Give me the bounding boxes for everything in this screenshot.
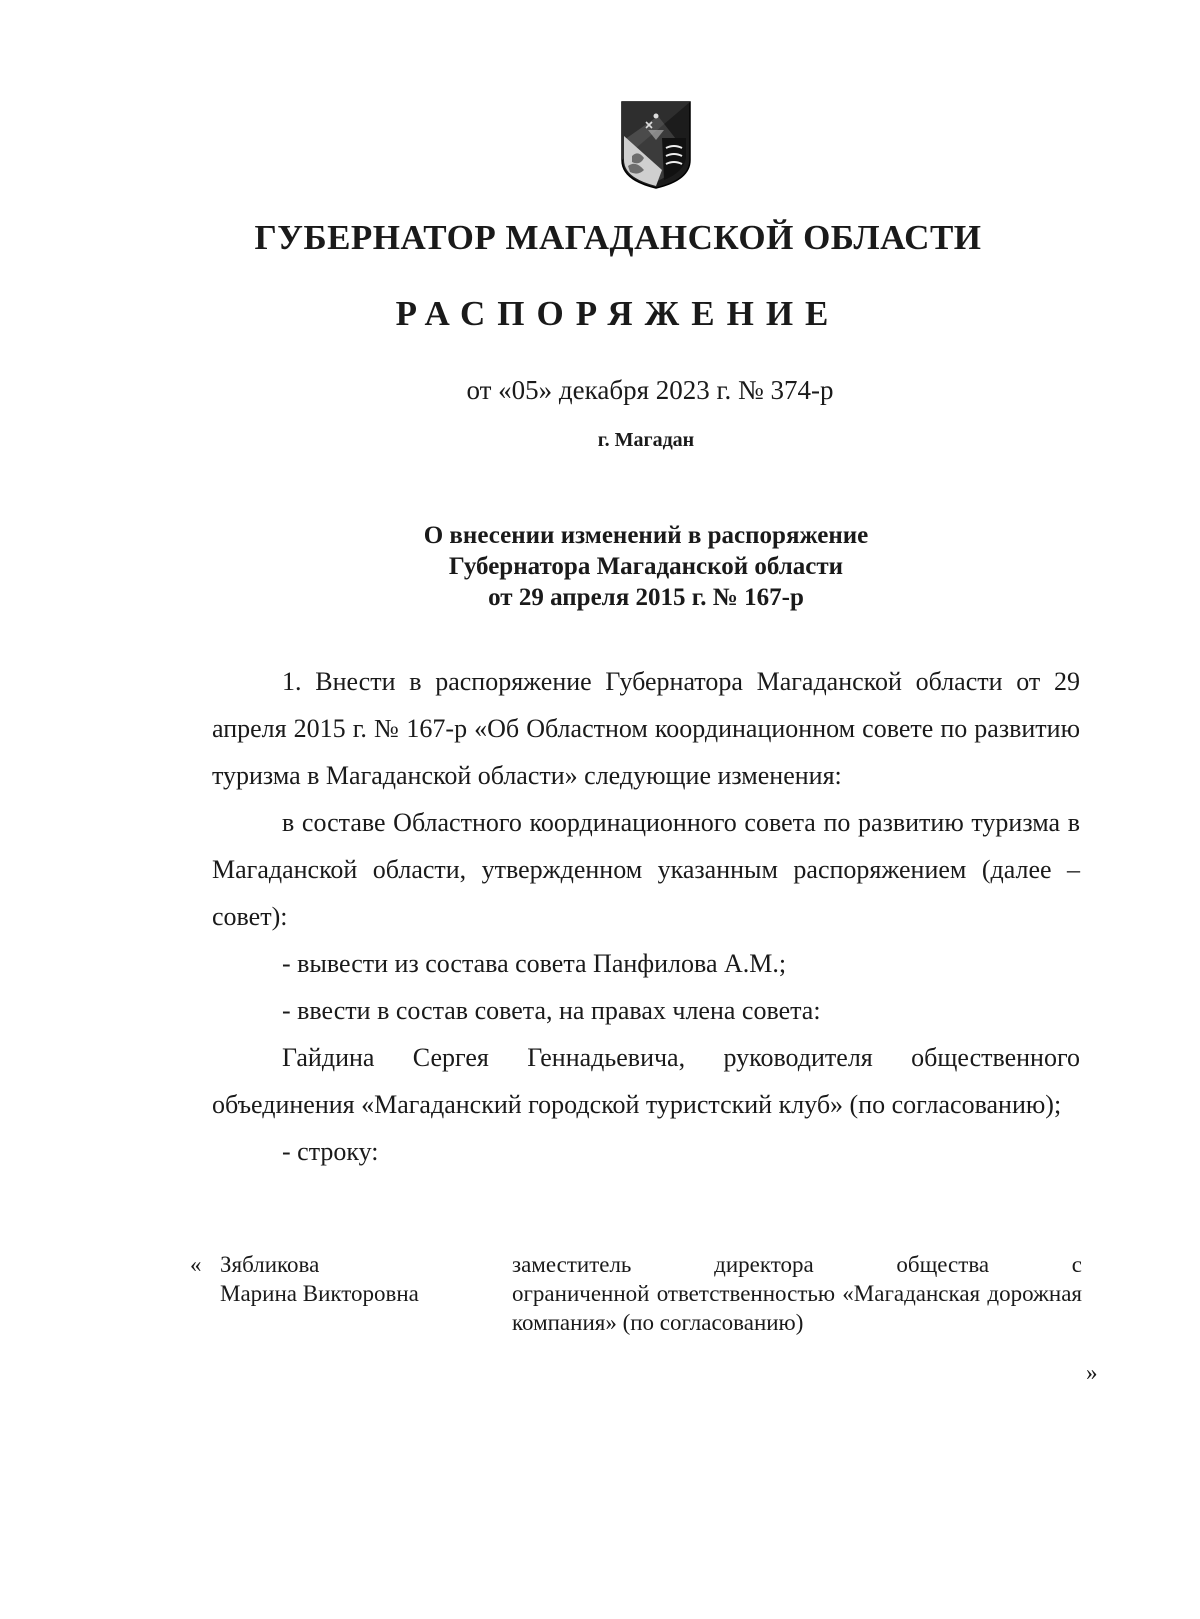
document-city: г. Магадан [597, 429, 695, 451]
paragraph-amendment-intro: 1. Внести в распоряжение Губернатора Магаданской области от 29 апреля 2015 г. № 167-р «Об Областном координационном совете по развитию туризма в Магаданской области» следующие изменения: [212, 667, 1080, 790]
coat-of-arms-icon [618, 100, 694, 190]
document-type: РАСПОРЯЖЕНИЕ [395, 294, 841, 333]
member-role-rest: ограниченной ответственностью «Магаданская дорожная компания» (по согласованию) [512, 1281, 1082, 1335]
member-given-names: Марина Викторовна [220, 1281, 419, 1306]
member-role-first-line: заместитель директора общества с [512, 1252, 1082, 1277]
subject-line-2: Губернатора Магаданской области [448, 553, 844, 580]
paragraph-line-label: - строку: [282, 1137, 379, 1166]
document-dateline: от «05» декабря 2023 г. № 374-р [466, 375, 834, 405]
paragraph-add-member: - ввести в состав совета, на правах члена совета: [282, 996, 821, 1025]
paragraph-council-composition: в составе Областного координационного совета по развитию туризма в Магаданской области, утвержденном указанным распоряжением (далее – совет): [212, 808, 1080, 931]
member-surname: Зябликова [220, 1252, 320, 1277]
member-name [220, 1250, 500, 1308]
quote-close: » [1086, 1360, 1098, 1385]
member-role [512, 1250, 1082, 1337]
subject-line-3: от 29 апреля 2015 г. № 167-р [488, 584, 804, 611]
quote-open: « [190, 1252, 202, 1277]
document-subject [46, 520, 1200, 613]
document-body [212, 658, 1080, 1175]
paragraph-remove-member: - вывести из состава совета Панфилова А.М.; [282, 949, 787, 978]
issuing-authority: ГУБЕРНАТОР МАГАДАНСКОЙ ОБЛАСТИ [254, 218, 982, 257]
subject-line-1: О внесении изменений в распоряжение [423, 522, 869, 549]
paragraph-new-member: Гайдина Сергея Геннадьевича, руководителя общественного объединения «Магаданский городской туристский клуб» (по согласованию); [212, 1043, 1080, 1119]
